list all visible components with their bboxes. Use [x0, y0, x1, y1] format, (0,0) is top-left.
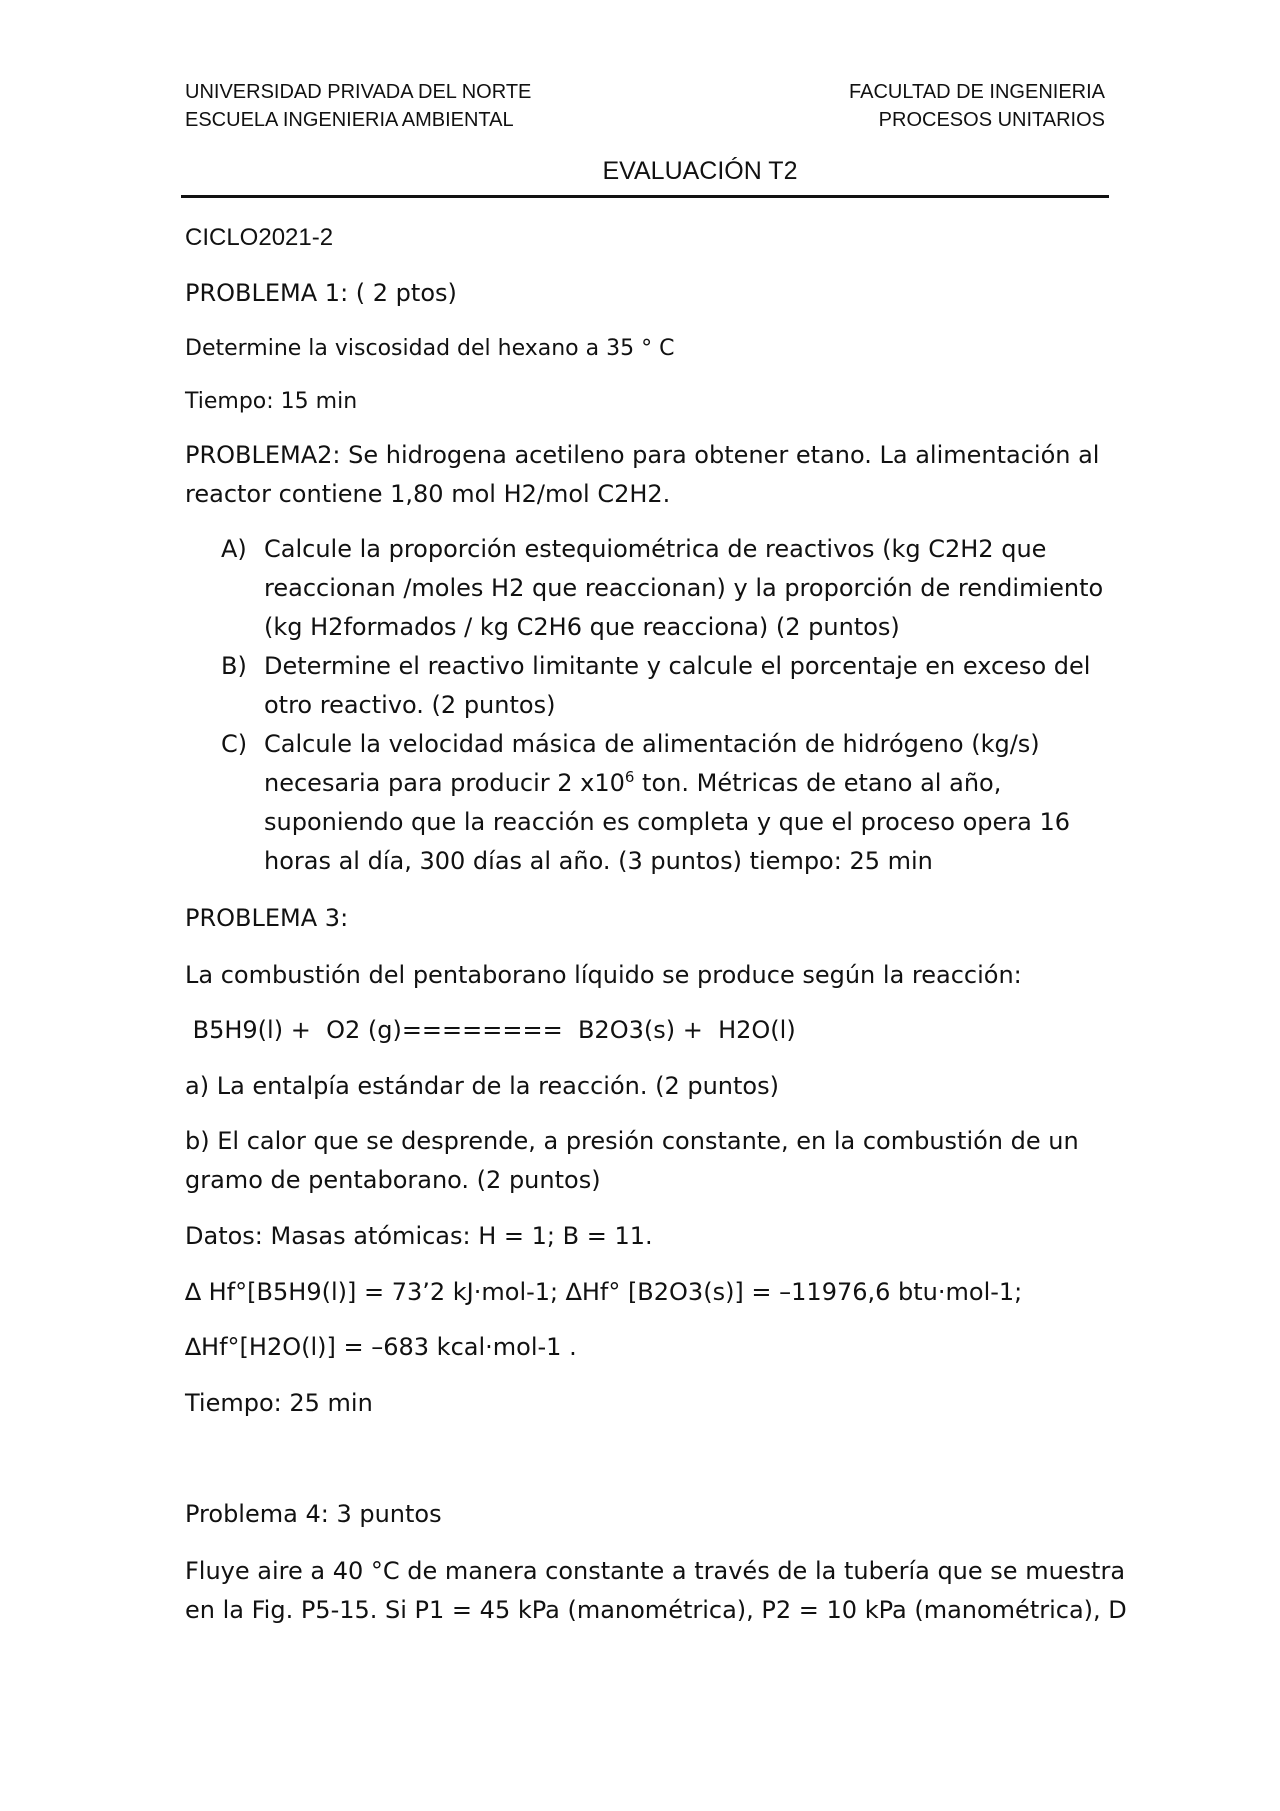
item-c-text: ton. Métricas de etano al año,: [634, 769, 1002, 797]
header-school: ESCUELA INGENIERIA AMBIENTAL: [185, 109, 514, 131]
problem1-heading: PROBLEMA 1: ( 2 ptos): [185, 279, 457, 307]
header-course: PROCESOS UNITARIOS: [878, 109, 1105, 131]
exponent: 6: [624, 768, 635, 786]
exam-title: EVALUACIÓN T2: [602, 157, 798, 185]
item-a-line: (kg H2formados / kg C2H6 que reacciona) (2 puntos): [264, 613, 900, 641]
problem2-intro: [185, 436, 1105, 514]
item-b-line: otro reactivo. (2 puntos): [264, 691, 556, 719]
item-c-line: [264, 764, 1105, 803]
problem1-time: Tiempo: 15 min: [185, 389, 358, 414]
item-c-line: Calcule la velocidad másica de alimentación de hidrógeno (kg/s): [264, 730, 1040, 758]
problem4-line: Fluye aire a 40 °C de manera constante a través de la tubería que se muestra: [185, 1557, 1126, 1585]
item-b-line: Determine el reactivo limitante y calcule el porcentaje en exceso del: [264, 652, 1091, 680]
problem2-item-c: [185, 725, 1105, 881]
problem3-data-masses: Datos: Masas atómicas: H = 1; B = 11.: [185, 1222, 653, 1250]
problem3-part-a: a) La entalpía estándar de la reacción. (2 puntos): [185, 1072, 779, 1100]
problem4-statement: [185, 1552, 1127, 1630]
problem3-time: Tiempo: 25 min: [185, 1389, 373, 1417]
title-divider: [181, 195, 1109, 198]
item-c-line: suponiendo que la reacción es completa y que el proceso opera 16: [264, 808, 1071, 836]
item-a-line: reaccionan /moles H2 que reaccionan) y la proporción de rendimiento: [264, 574, 1104, 602]
problem2-item-b: [185, 647, 1105, 725]
problem2-item-a: [185, 530, 1105, 647]
list-marker: C): [221, 730, 248, 758]
problem3-reaction: B5H9(l) + O2 (g)======== B2O3(s) + H2O(l): [185, 1016, 796, 1044]
item-c-text: necesaria para producir 2 x10: [264, 769, 625, 797]
list-marker: B): [221, 652, 247, 680]
item-a-line: Calcule la proporción estequiométrica de reactivos (kg C2H2 que: [264, 535, 1047, 563]
problem3-part-b: [185, 1122, 1105, 1200]
list-marker: A): [221, 535, 247, 563]
part-b-line: gramo de pentaborano. (2 puntos): [185, 1166, 601, 1194]
cycle-label: CICLO2021-2: [185, 224, 334, 251]
problem1-statement: Determine la viscosidad del hexano a 35 ° C: [185, 336, 675, 361]
problem2-intro-line2: reactor contiene 1,80 mol H2/mol C2H2.: [185, 480, 671, 508]
problem2-list: [185, 530, 1105, 881]
header-university: UNIVERSIDAD PRIVADA DEL NORTE: [185, 81, 532, 103]
problem3-statement: La combustión del pentaborano líquido se produce según la reacción:: [185, 961, 1022, 989]
problem3-heading: PROBLEMA 3:: [185, 904, 349, 932]
item-c-line: horas al día, 300 días al año. (3 puntos) tiempo: 25 min: [264, 847, 933, 875]
problem4-heading: Problema 4: 3 puntos: [185, 1500, 442, 1528]
problem2-intro-line1: PROBLEMA2: Se hidrogena acetileno para obtener etano. La alimentación al: [185, 441, 1100, 469]
part-b-line: b) El calor que se desprende, a presión constante, en la combustión de un: [185, 1127, 1079, 1155]
problem3-data-enthalpy-1: ∆ Hf°[B5H9(l)] = 73’2 kJ·mol-1; ∆Hf° [B2O3(s)] = –11976,6 btu·mol-1;: [185, 1278, 1023, 1306]
problem3-data-enthalpy-2: ∆Hf°[H2O(l)] = –683 kcal·mol-1 .: [185, 1333, 577, 1361]
header-faculty: FACULTAD DE INGENIERIA: [849, 81, 1105, 103]
problem4-line: en la Fig. P5-15. Si P1 = 45 kPa (manométrica), P2 = 10 kPa (manométrica), D: [185, 1596, 1127, 1624]
